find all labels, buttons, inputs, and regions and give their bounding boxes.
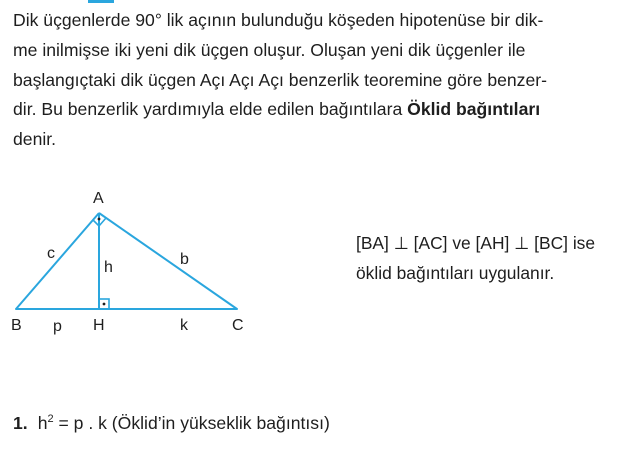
right-triangle-figure xyxy=(0,180,340,345)
altitude-h-label: h xyxy=(104,259,113,276)
right-angle-dot-a xyxy=(98,218,101,221)
formula-rest: = p . k (Öklid’in yükseklik bağıntısı) xyxy=(53,413,330,433)
intro-line-4 xyxy=(13,95,633,125)
vertex-c-label: C xyxy=(232,317,244,334)
formula-exponent: 2 xyxy=(47,413,54,425)
intro-line-1: Dik üçgenlerde 90° lik açının bulunduğu köşeden hipotenüse bir dik- xyxy=(13,10,544,30)
formula-base: h xyxy=(37,413,48,433)
formula-1 xyxy=(13,411,330,438)
vertex-b-label: B xyxy=(11,317,22,334)
side-c-label: c xyxy=(47,245,55,262)
side-b-label: b xyxy=(180,251,189,268)
intro-line-2: me inilmişse iki yeni dik üçgen oluşur. Oluşan yeni dik üçgenler ile xyxy=(13,39,526,60)
header-decoration xyxy=(88,0,114,3)
intro-line-5: denir. xyxy=(13,129,57,150)
condition-line-2: öklid bağıntıları uygulanır. xyxy=(356,263,555,283)
intro-paragraph xyxy=(13,6,633,155)
intro-line-3: başlangıçtaki dik üçgen Açı Açı Açı benzerlik teoremine göre benzer- xyxy=(13,69,547,90)
segment-k-label: k xyxy=(180,317,188,334)
segment-p-label: p xyxy=(53,318,62,335)
condition-line-1: [BA] ⊥ [AC] ve [AH] ⊥ [BC] ise xyxy=(356,233,596,253)
oklid-term: Öklid bağıntıları xyxy=(407,99,541,120)
vertex-h-label: H xyxy=(93,317,105,334)
formula-number: 1. xyxy=(13,413,28,433)
intro-line-4-text: dir. Bu benzerlik yardımıyla elde edilen bağıntılara xyxy=(13,99,403,120)
perpendicular-condition xyxy=(356,228,638,288)
right-angle-dot-h xyxy=(103,303,106,306)
vertex-a-label: A xyxy=(93,190,104,207)
triangle-diagram xyxy=(0,180,340,345)
